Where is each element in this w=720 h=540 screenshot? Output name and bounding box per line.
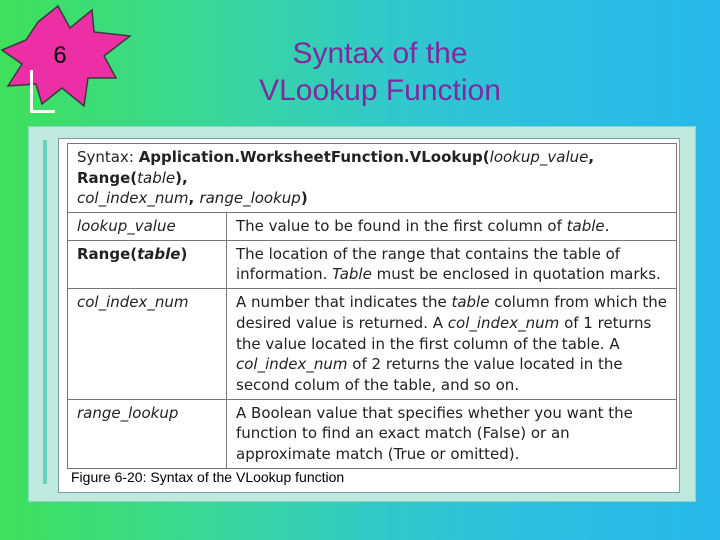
- figure-caption: Figure 6-20: Syntax of the VLookup function: [71, 469, 345, 485]
- slide-title: [200, 36, 560, 110]
- table-row: [68, 399, 677, 468]
- frame-accent-line: [43, 140, 47, 484]
- slide-number: 6: [53, 42, 67, 69]
- table-row: [68, 240, 677, 288]
- param-description: The value to be found in the first column of table.: [227, 213, 677, 241]
- param-description: A Boolean value that specifies whether you want the function to find an exact match (False) or an approximate match (True or omitted).: [227, 399, 677, 468]
- table-row: [68, 213, 677, 241]
- slide-title-line1: Syntax of the: [292, 37, 468, 70]
- param-name: Range(table): [68, 240, 227, 288]
- corner-bracket-decoration: [30, 70, 55, 113]
- param-name: lookup_value: [68, 213, 227, 241]
- slide-title-line2: VLookup Function: [259, 73, 501, 107]
- param-name: col_index_num: [68, 289, 227, 399]
- param-description: The location of the range that contains the table of information. Table must be enclosed in quotation marks.: [227, 240, 677, 288]
- table-row: [68, 289, 677, 399]
- param-description: A number that indicates the table column from which the desired value is returned. A col_index_num of 1 returns the value located in the first column of the table. A col_index_num of 2 returns the value located in the second colum of the table, and so on.: [227, 289, 677, 399]
- syntax-row: [68, 144, 677, 213]
- syntax-cell: Syntax: Application.WorksheetFunction.VLookup(lookup_value, Range(table), col_index_num, range_lookup): [68, 144, 677, 213]
- param-name: range_lookup: [68, 399, 227, 468]
- syntax-table: [67, 143, 677, 469]
